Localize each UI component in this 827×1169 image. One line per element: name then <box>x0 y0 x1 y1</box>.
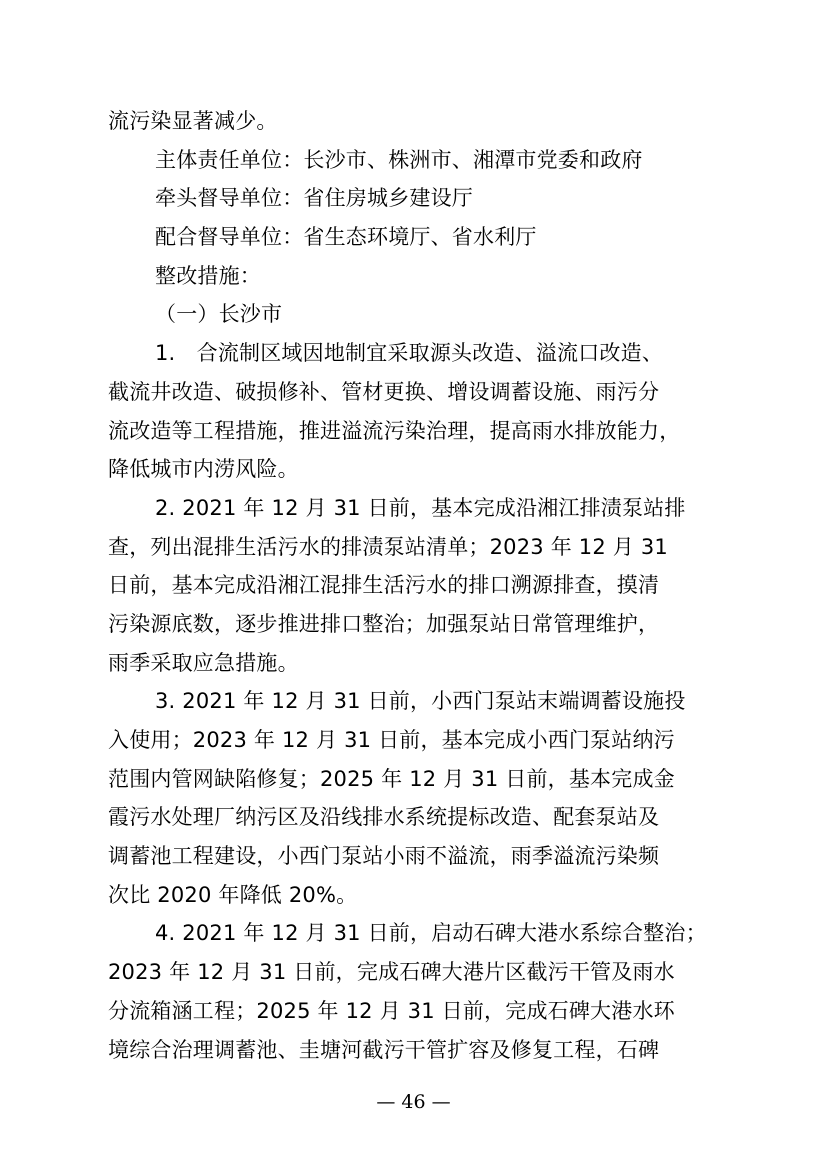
text-line: 3. 2021 年 12 月 31 日前，小西门泵站末端调蓄设施投 <box>155 689 686 714</box>
text-line: 范围内管网缺陷修复；2025 年 12 月 31 日前，基本完成金 <box>108 766 675 791</box>
text-line: 降低城市内涝风险。 <box>108 457 299 482</box>
text-line: 牵头督导单位：省住房城乡建设厅 <box>155 186 473 211</box>
text-line: 整改措施： <box>155 263 261 288</box>
text-line: 调蓄池工程建设，小西门泵站小雨不溢流，雨季溢流污染频 <box>108 844 660 869</box>
text-line: 次比 2020 年降低 20%。 <box>108 882 358 907</box>
text-line: 2023 年 12 月 31 日前，完成石碑大港片区截污干管及雨水 <box>108 960 675 985</box>
text-line: 配合督导单位：省生态环境厅、省水利厅 <box>155 225 537 250</box>
text-line: 主体责任单位：长沙市、株洲市、湘潭市党委和政府 <box>155 147 643 172</box>
text-line: 流污染显著减少。 <box>108 109 278 133</box>
text-line: 境综合治理调蓄池、圭塘河截污干管扩容及修复工程，石碑 <box>108 1037 660 1062</box>
text-line: 查，列出混排生活污水的排渍泵站清单；2023 年 12 月 31 <box>108 534 668 559</box>
text-line: 污染源底数，逐步推进排口整治；加强泵站日常管理维护， <box>108 611 660 636</box>
text-line: 入使用；2023 年 12 月 31 日前，基本完成小西门泵站纳污 <box>108 728 675 752</box>
text-line: 霞污水处理厂纳污区及沿线排水系统提标改造、配套泵站及 <box>108 805 660 830</box>
text-line: 截流井改造、破损修补、管材更换、增设调蓄设施、雨污分 <box>108 379 660 404</box>
body-text <box>108 102 723 1069</box>
section-heading: （一）长沙市 <box>155 302 283 327</box>
text-line: 流改造等工程措施，推进溢流污染治理，提高雨水排放能力， <box>108 418 681 443</box>
text-line: 分流箱涵工程；2025 年 12 月 31 日前，完成石碑大港水环 <box>108 998 675 1023</box>
text-line: 1. 合流制区域因地制宜采取源头改造、溢流口改造、 <box>155 341 664 366</box>
text-line: 日前，基本完成沿湘江混排生活污水的排口溯源排查，摸清 <box>108 573 660 598</box>
text-line: 雨季采取应急措施。 <box>108 650 299 675</box>
page-number: — 46 — <box>376 1091 451 1113</box>
text-line: 4. 2021 年 12 月 31 日前，启动石碑大港水系综合整治； <box>155 921 707 946</box>
text-line: 2. 2021 年 12 月 31 日前，基本完成沿湘江排渍泵站排 <box>155 495 686 520</box>
